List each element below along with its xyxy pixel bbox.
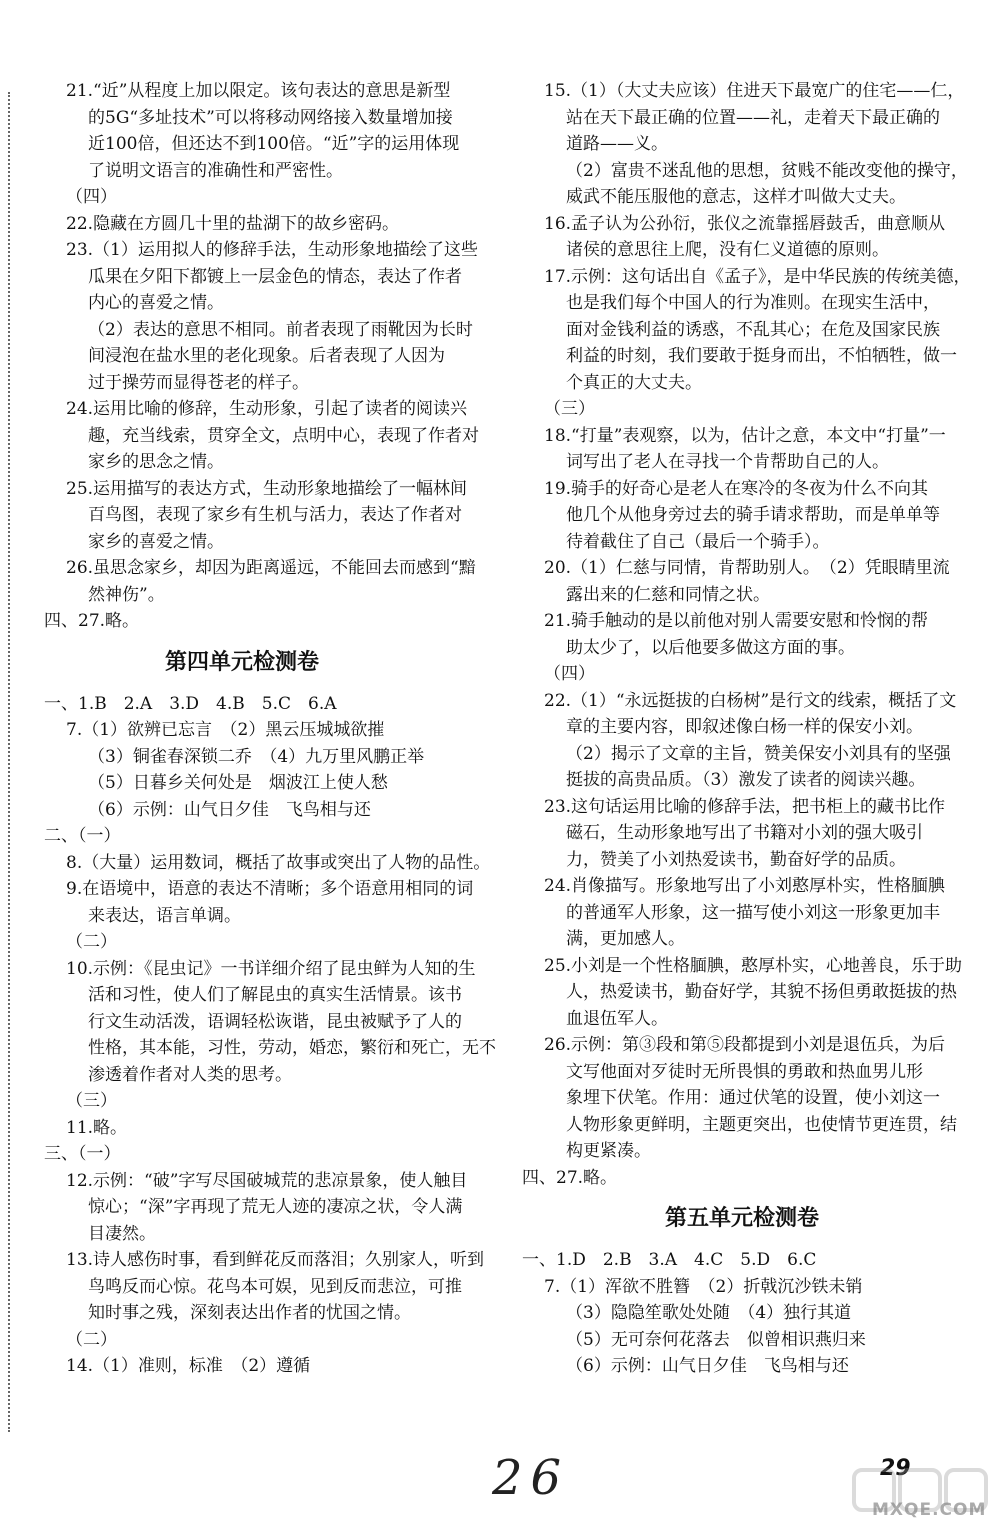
answer-line: 9.在语境中，语意的表达不清晰；多个语意用相同的词 (66, 879, 474, 899)
answer-line: 8.（大量）运用数词，概括了故事或突出了人物的品性。 (66, 852, 491, 873)
answer-line: 威武不能压服他的意志，这样才叫做大丈夫。 (566, 187, 906, 207)
answer-line: 25.运用描写的表达方式，生动形象地描绘了一幅林间 (66, 478, 468, 499)
answer-line: 26.虽思念家乡，却因为距离遥远，不能回去而感到“黯 (66, 558, 476, 578)
left-margin-dotted-rule (8, 92, 10, 1432)
answer-line: 趣，充当线索，贯穿全文，点明中心，表现了作者对 (88, 425, 479, 446)
answer-line: 惊心；“深”字再现了荒无人迹的凄凉之状，令人满 (88, 1197, 463, 1217)
answer-line: （5）无可奈何花落去 似曾相识燕归来 (566, 1329, 866, 1350)
answer-line: 了说明文语言的准确性和严密性。 (88, 160, 343, 181)
answer-line: 个真正的大丈夫。 (566, 372, 702, 393)
answer-line: 10.示例：《昆虫记》一书详细介绍了昆虫鲜为人知的生 (66, 958, 476, 979)
answer-line: 20.（1）仁慈与同情，肯帮助别人。 （2）凭眼睛里流 (544, 558, 950, 578)
right-column (522, 78, 971, 1380)
answer-line: 文写他面对歹徒时无所畏惧的勇敢和热血男儿形 (566, 1061, 923, 1082)
answer-line: 18.“打量”表观察，以为，估计之意，本文中“打量”一 (544, 425, 946, 446)
answer-line: 16.孟子认为公孙衍，张仪之流靠摇唇鼓舌，曲意顺从 (544, 213, 946, 234)
answer-line: 渗透着作者对人类的思考。 (88, 1064, 292, 1085)
answer-line: 满，更加感人。 (566, 929, 685, 949)
answer-line: 然神伤”。 (88, 584, 165, 605)
answer-line: （2）揭示了文章的主旨，赞美保安小刘具有的坚强 (566, 743, 951, 764)
answer-line: 22.（1）“永远挺拔的白杨树”是行文的线索，概括了文 (544, 690, 957, 711)
answer-line: 露出来的仁慈和同情之状。 (566, 584, 770, 605)
answer-line: （5）日暮乡关何处是 烟波江上使人愁 (88, 773, 388, 793)
answer-line: 诸侯的意思往上爬，没有仁义道德的原则。 (566, 240, 889, 260)
answer-line: 17.示例：这句话出自《孟子》，是中华民族的传统美德， (544, 266, 971, 287)
answer-line: （二） (66, 932, 117, 952)
answer-line: 力，赞美了小刘热爱读书，勤奋好学的品质。 (566, 849, 906, 870)
answer-line: 助太少了，以后他要多做这方面的事。 (566, 637, 855, 658)
answer-line: 站在天下最正确的位置——礼，走着天下最正确的 (566, 107, 940, 128)
answer-line: 21.骑手触动的是以前他对别人需要安慰和怜悯的帮 (544, 611, 929, 631)
answer-line: 构更紧凑。 (566, 1141, 651, 1161)
answer-line: （3）隐隐笙歌处处随 （4）独行其道 (566, 1303, 852, 1323)
answer-line: 四、27.略。 (44, 611, 140, 631)
answer-line: 利益的时刻，我们要敢于挺身而出，不怕牺牲，做一 (566, 346, 957, 366)
answer-line: 也是我们每个中国人的行为准则。在现实生活中， (566, 293, 940, 313)
answer-line: （四） (544, 664, 595, 684)
answer-line: 的普通军人形象，这一描写使小刘这一形象更加丰 (566, 902, 940, 923)
answer-line: 章的主要内容，即叙述像白杨一样的保安小刘。 (566, 717, 923, 737)
answer-line: 来表达，语言单调。 (88, 905, 241, 926)
answer-line: 磁石，生动形象地写出了书籍对小刘的强大吸引 (566, 823, 923, 843)
answer-line: 11.略。 (66, 1117, 128, 1138)
watermark-url: MXQE.COM (872, 1500, 987, 1520)
answer-line: 二、（一） (44, 826, 121, 846)
answer-line: 三、（一） (44, 1144, 121, 1164)
answer-line: （三） (66, 1091, 117, 1111)
answer-line: 人物形象更鲜明，主题更突出，也使情节更连贯，结 (566, 1114, 957, 1135)
answer-line: 四、27.略。 (522, 1167, 618, 1188)
answer-line: 家乡的喜爱之情。 (88, 531, 224, 552)
answer-line: 过于操劳而显得苍老的样子。 (88, 372, 309, 393)
section-heading: 第四单元检测卷 (164, 649, 319, 675)
answer-line: 12.示例：“破”字写尽国破城荒的悲凉景象，使人触目 (66, 1170, 468, 1191)
answer-line: 词写出了老人在寻找一个肯帮助自己的人。 (566, 452, 889, 472)
answer-line: 一、1.B 2.A 3.D 4.B 5.C 6.A (44, 693, 337, 714)
answer-line: （6）示例：山气日夕佳 飞鸟相与还 (88, 799, 371, 820)
answer-line: 他几个从他身旁过去的骑手请求帮助，而是单单等 (566, 505, 940, 525)
answer-line: 面对金钱利益的诱惑，不乱其心；在危及国家民族 (566, 319, 940, 340)
answer-line: 7.（1）浑欲不胜簪 （2）折戟沉沙铁未销 (544, 1276, 863, 1297)
answer-line: 百鸟图，表现了家乡有生机与活力，表达了作者对 (88, 505, 462, 525)
answer-line: 24.运用比喻的修辞，生动形象，引起了读者的阅读兴 (66, 399, 468, 419)
page-number: 29 (880, 1456, 911, 1481)
answer-line: 活和习性，使人们了解昆虫的真实生活情景。该书 (88, 985, 462, 1005)
answer-line: 鸟鸣反而心惊。花鸟本可娱，见到反而悲泣，可推 (88, 1276, 462, 1297)
answer-line: 一、1.D 2.B 3.A 4.C 5.D 6.C (522, 1250, 817, 1270)
answer-line: 26.示例：第③段和第⑤段都提到小刘是退伍兵，为后 (544, 1035, 946, 1055)
answer-line: （二） (66, 1329, 117, 1350)
section-heading: 第五单元检测卷 (664, 1206, 819, 1231)
answer-line: 25.小刘是一个性格腼腆，憨厚朴实，心地善良，乐于助 (544, 955, 963, 976)
answer-line: 行文生动活泼，语调轻松诙谐，昆虫被赋予了人的 (88, 1011, 462, 1032)
answer-line: 人，热爱读书，勤奋好学，其貌不扬但勇敢挺拔的热 (566, 982, 957, 1002)
left-column (22, 78, 496, 1380)
answer-line: 15.（1）（大丈夫应该）住进天下最宽广的住宅——仁， (544, 81, 965, 101)
answer-line: （2）表达的意思不相同。前者表现了雨靴因为长时 (88, 319, 473, 340)
answer-line: 7.（1）欲辨已忘言 （2）黑云压城城欲摧 (66, 720, 385, 740)
answer-line: 挺拔的高贵品质。（3）激发了读者的阅读兴趣。 (566, 770, 926, 790)
answer-line: 近100倍，但还达不到100倍。“近”字的运用体现 (88, 134, 460, 154)
answer-line: （2）富贵不迷乱他的思想，贫贱不能改变他的操守， (566, 160, 968, 181)
answer-line: 的5G“多址技术”可以将移动网络接入数量增加接 (88, 107, 453, 128)
handwritten-page-number: 26 (492, 1450, 570, 1506)
answer-line: 14.（1）准则，标准 （2）遵循 (66, 1356, 311, 1376)
answer-line: 待着截住了自己（最后一个骑手）。 (566, 531, 830, 552)
answer-line: 内心的喜爱之情。 (88, 293, 224, 313)
answer-line: 21.“近”从程度上加以限定。该句表达的意思是新型 (66, 81, 451, 101)
answer-line: 13.诗人感伤时事，看到鲜花反而落泪；久别家人，听到 (66, 1250, 485, 1270)
answer-line: 瓜果在夕阳下都镀上一层金色的情态，表达了作者 (88, 266, 462, 287)
answer-line: 23.这句话运用比喻的修辞手法，把书柜上的藏书比作 (544, 796, 946, 817)
answer-line: 24.肖像描写。形象地写出了小刘憨厚朴实，性格腼腆 (544, 876, 946, 896)
answer-line: （6）示例：山气日夕佳 飞鸟相与还 (566, 1356, 849, 1376)
answer-line: 道路——义。 (566, 134, 668, 154)
answer-line: 象埋下伏笔。作用：通过伏笔的设置，使小刘这一 (566, 1088, 940, 1108)
answer-line: 性格，其本能，习性，劳动，婚恋，繁衍和死亡，无不 (88, 1038, 496, 1058)
answer-line: 19.骑手的好奇心是老人在寒冷的冬夜为什么不向其 (544, 478, 929, 499)
answer-line: 家乡的思念之情。 (88, 452, 224, 472)
answer-line: （四） (66, 187, 117, 207)
answer-line: （三） (544, 399, 595, 419)
answer-line: 血退伍军人。 (566, 1008, 668, 1029)
answer-line: 23.（1）运用拟人的修辞手法，生动形象地描绘了这些 (66, 240, 478, 260)
answer-line: 间浸泡在盐水里的老化现象。后者表现了人因为 (88, 346, 445, 366)
answer-line: （3）铜雀春深锁二乔 （4）九万里风鹏正举 (88, 746, 425, 767)
answer-line: 目凄然。 (88, 1223, 156, 1244)
answer-line: 知时事之残，深刻表达出作者的忧国之情。 (88, 1303, 411, 1323)
answer-line: 22.隐藏在方圆几十里的盐湖下的故乡密码。 (66, 213, 400, 234)
